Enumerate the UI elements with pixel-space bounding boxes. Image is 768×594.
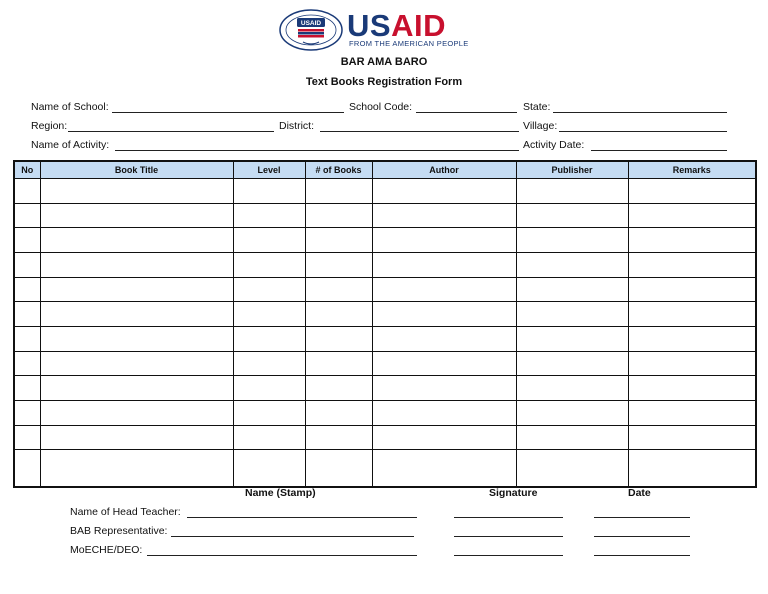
table-row bbox=[14, 401, 756, 426]
region-label: Region: bbox=[31, 120, 68, 132]
table-cell[interactable] bbox=[628, 253, 756, 278]
table-cell[interactable] bbox=[14, 425, 40, 450]
table-cell[interactable] bbox=[372, 376, 516, 401]
table-cell[interactable] bbox=[372, 277, 516, 302]
table-cell[interactable] bbox=[372, 179, 516, 204]
table-cell[interactable] bbox=[40, 179, 233, 204]
village-line bbox=[559, 131, 727, 132]
table-cell[interactable] bbox=[305, 351, 372, 376]
school-code-line bbox=[416, 112, 517, 113]
moeche-label: MoECHE/DEO: bbox=[70, 544, 143, 556]
state-label: State: bbox=[523, 101, 551, 113]
table-cell[interactable] bbox=[40, 277, 233, 302]
table-cell[interactable] bbox=[516, 179, 628, 204]
table-cell[interactable] bbox=[628, 302, 756, 327]
table-cell[interactable] bbox=[233, 401, 305, 426]
table-cell[interactable] bbox=[305, 425, 372, 450]
table-row bbox=[14, 302, 756, 327]
table-cell[interactable] bbox=[40, 401, 233, 426]
table-row bbox=[14, 327, 756, 352]
table-cell[interactable] bbox=[372, 450, 516, 487]
sig-col-name-heading: Name (Stamp) bbox=[245, 487, 316, 499]
table-cell[interactable] bbox=[305, 401, 372, 426]
table-cell[interactable] bbox=[628, 277, 756, 302]
table-cell[interactable] bbox=[516, 302, 628, 327]
table-cell[interactable] bbox=[628, 327, 756, 352]
district-line bbox=[320, 131, 519, 132]
activity-date-label: Activity Date: bbox=[523, 139, 585, 151]
table-cell[interactable] bbox=[40, 376, 233, 401]
table-cell[interactable] bbox=[40, 203, 233, 228]
school-name-field[interactable] bbox=[31, 100, 344, 114]
table-cell[interactable] bbox=[14, 376, 40, 401]
usaid-logo bbox=[279, 9, 491, 51]
moeche-name-line[interactable] bbox=[147, 555, 417, 556]
state-field[interactable] bbox=[523, 100, 727, 114]
table-cell[interactable] bbox=[14, 327, 40, 352]
region-line bbox=[68, 131, 274, 132]
registration-table bbox=[13, 160, 757, 488]
bab-rep-date-line[interactable] bbox=[594, 536, 690, 537]
table-cell[interactable] bbox=[40, 253, 233, 278]
table-cell[interactable] bbox=[305, 277, 372, 302]
table-row bbox=[14, 376, 756, 401]
col-author-header: Author bbox=[372, 161, 516, 179]
table-cell[interactable] bbox=[233, 425, 305, 450]
table-cell[interactable] bbox=[516, 351, 628, 376]
table-row bbox=[14, 351, 756, 376]
activity-name-line bbox=[115, 150, 519, 151]
table-cell[interactable] bbox=[14, 253, 40, 278]
form-title: Text Books Registration Form bbox=[305, 76, 463, 88]
bab-rep-name-line[interactable] bbox=[171, 536, 414, 537]
head-teacher-label: Name of Head Teacher: bbox=[70, 506, 181, 518]
table-cell[interactable] bbox=[14, 450, 40, 487]
table-cell[interactable] bbox=[516, 228, 628, 253]
sig-col-signature-heading: Signature bbox=[489, 487, 538, 499]
col-num-books-header: # of Books bbox=[305, 161, 372, 179]
activity-name-field[interactable] bbox=[31, 138, 519, 152]
table-row bbox=[14, 450, 756, 487]
table-cell[interactable] bbox=[233, 228, 305, 253]
table-cell[interactable] bbox=[372, 228, 516, 253]
table-cell[interactable] bbox=[372, 425, 516, 450]
table-row bbox=[14, 228, 756, 253]
head-teacher-name-line[interactable] bbox=[187, 517, 417, 518]
activity-date-field[interactable] bbox=[523, 138, 727, 152]
activity-name-label: Name of Activity: bbox=[31, 139, 110, 151]
table-cell[interactable] bbox=[305, 203, 372, 228]
moeche-date-line[interactable] bbox=[594, 555, 690, 556]
table-cell[interactable] bbox=[40, 302, 233, 327]
table-cell[interactable] bbox=[305, 450, 372, 487]
table-cell[interactable] bbox=[628, 376, 756, 401]
table-cell[interactable] bbox=[372, 253, 516, 278]
col-book-title-header: Book Title bbox=[40, 161, 233, 179]
table-header-row bbox=[14, 161, 756, 179]
head-teacher-signature-line[interactable] bbox=[454, 517, 563, 518]
table-cell[interactable] bbox=[233, 302, 305, 327]
usaid-wordmark: USAID bbox=[347, 8, 446, 43]
table-cell[interactable] bbox=[516, 327, 628, 352]
table-cell[interactable] bbox=[305, 376, 372, 401]
table-cell[interactable] bbox=[628, 179, 756, 204]
activity-date-line bbox=[591, 150, 727, 151]
table-cell[interactable] bbox=[372, 302, 516, 327]
usaid-seal-icon bbox=[279, 9, 343, 51]
table-cell[interactable] bbox=[516, 253, 628, 278]
table-cell[interactable] bbox=[233, 253, 305, 278]
table-cell[interactable] bbox=[14, 302, 40, 327]
table-cell[interactable] bbox=[14, 203, 40, 228]
district-label: District: bbox=[279, 120, 314, 132]
table-cell[interactable] bbox=[372, 327, 516, 352]
school-code-field[interactable] bbox=[349, 100, 517, 114]
school-name-label: Name of School: bbox=[31, 101, 109, 113]
state-line bbox=[553, 112, 727, 113]
table-cell[interactable] bbox=[233, 351, 305, 376]
table-cell[interactable] bbox=[372, 401, 516, 426]
table-cell[interactable] bbox=[40, 351, 233, 376]
table-cell[interactable] bbox=[305, 327, 372, 352]
bab-rep-label: BAB Representative: bbox=[70, 525, 168, 537]
table-cell[interactable] bbox=[14, 277, 40, 302]
village-label: Village: bbox=[523, 120, 558, 132]
table-cell[interactable] bbox=[372, 351, 516, 376]
table-cell[interactable] bbox=[628, 450, 756, 487]
table-cell[interactable] bbox=[233, 277, 305, 302]
table-cell[interactable] bbox=[233, 179, 305, 204]
table-row bbox=[14, 253, 756, 278]
table-cell[interactable] bbox=[40, 327, 233, 352]
program-title: BAR AMA BARO bbox=[340, 56, 428, 68]
region-field[interactable] bbox=[31, 119, 274, 133]
table-body bbox=[14, 179, 756, 488]
sig-col-date-heading: Date bbox=[628, 487, 651, 499]
table-cell[interactable] bbox=[14, 351, 40, 376]
table-cell[interactable] bbox=[516, 425, 628, 450]
table-cell[interactable] bbox=[233, 450, 305, 487]
head-teacher-date-line[interactable] bbox=[594, 517, 690, 518]
svg-text:USAID: USAID bbox=[300, 20, 322, 27]
district-field[interactable] bbox=[279, 119, 519, 133]
table-cell[interactable] bbox=[516, 401, 628, 426]
table-cell[interactable] bbox=[305, 179, 372, 204]
col-level-header: Level bbox=[233, 161, 305, 179]
table-cell[interactable] bbox=[305, 302, 372, 327]
table-cell[interactable] bbox=[628, 351, 756, 376]
bab-rep-signature-line[interactable] bbox=[454, 536, 563, 537]
table-row bbox=[14, 425, 756, 450]
table-cell[interactable] bbox=[516, 203, 628, 228]
col-publisher-header: Publisher bbox=[516, 161, 628, 179]
village-field[interactable] bbox=[523, 119, 727, 133]
table-cell[interactable] bbox=[516, 450, 628, 487]
table-cell[interactable] bbox=[14, 179, 40, 204]
school-name-line bbox=[112, 112, 344, 113]
table-row bbox=[14, 203, 756, 228]
table-cell[interactable] bbox=[628, 228, 756, 253]
table-cell[interactable] bbox=[516, 376, 628, 401]
table-cell[interactable] bbox=[372, 203, 516, 228]
table-cell[interactable] bbox=[233, 376, 305, 401]
table-cell[interactable] bbox=[628, 401, 756, 426]
table-cell[interactable] bbox=[233, 203, 305, 228]
col-remarks-header: Remarks bbox=[628, 161, 756, 179]
table-cell[interactable] bbox=[40, 450, 233, 487]
table-cell[interactable] bbox=[628, 203, 756, 228]
table-cell[interactable] bbox=[40, 425, 233, 450]
school-code-label: School Code: bbox=[349, 101, 413, 113]
table-cell[interactable] bbox=[233, 327, 305, 352]
table-cell[interactable] bbox=[305, 228, 372, 253]
table-row bbox=[14, 277, 756, 302]
table-cell[interactable] bbox=[14, 228, 40, 253]
table-cell[interactable] bbox=[516, 277, 628, 302]
table-row bbox=[14, 179, 756, 204]
moeche-signature-line[interactable] bbox=[454, 555, 563, 556]
table-cell[interactable] bbox=[305, 253, 372, 278]
col-no-header: No bbox=[14, 161, 40, 179]
table-cell[interactable] bbox=[14, 401, 40, 426]
usaid-tagline: FROM THE AMERICAN PEOPLE bbox=[349, 39, 469, 48]
table-cell[interactable] bbox=[628, 425, 756, 450]
table-cell[interactable] bbox=[40, 228, 233, 253]
